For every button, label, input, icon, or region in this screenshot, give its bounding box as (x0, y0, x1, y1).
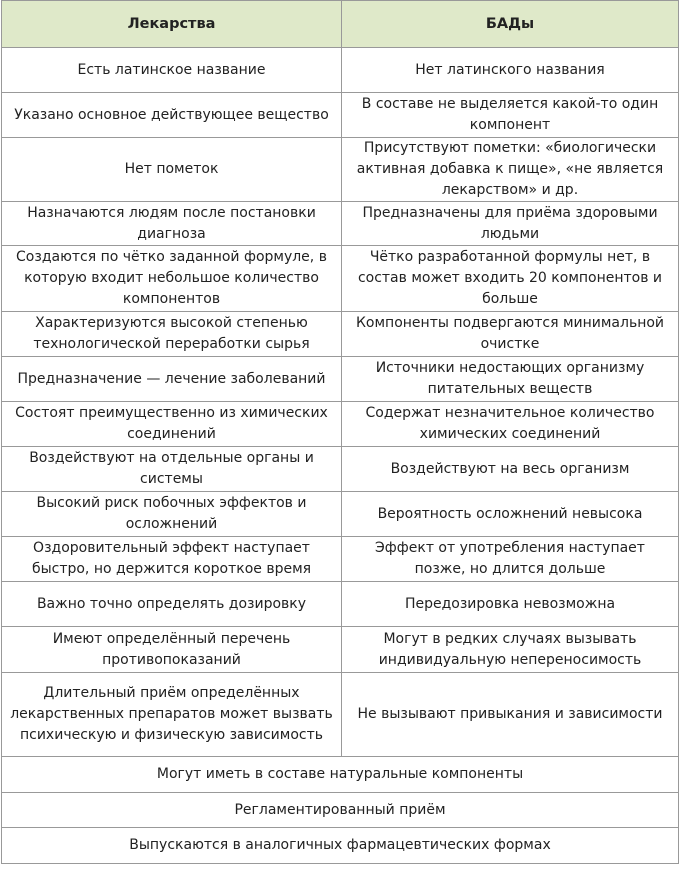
medicines-cell: Оздоровительный эффект наступает быстро, но держится короткое время (2, 537, 342, 582)
table-row (2, 357, 679, 402)
medicines-cell: Длительный приём определённых лекарственных препаратов может вызвать психическую и физическую зависимость (2, 673, 342, 757)
table-row (2, 673, 679, 757)
medicines-cell: Воздействуют на отдельные органы и системы (2, 447, 342, 492)
supplements-cell: Предназначены для приёма здоровыми людьми (342, 202, 679, 246)
table-row (2, 93, 679, 138)
table-row (2, 447, 679, 492)
table-row (2, 582, 679, 627)
supplements-cell: Не вызывают привыкания и зависимости (342, 673, 679, 757)
shared-row (2, 757, 679, 793)
supplements-cell: Вероятность осложнений невысока (342, 492, 679, 537)
supplements-cell: В составе не выделяется какой-то один компонент (342, 93, 679, 138)
supplements-cell: Эффект от употребления наступает позже, но длится дольше (342, 537, 679, 582)
header-medicines: Лекарства (2, 1, 342, 48)
table-row (2, 246, 679, 312)
medicines-cell: Предназначение — лечение заболеваний (2, 357, 342, 402)
supplements-cell: Источники недостающих организму питательных веществ (342, 357, 679, 402)
medicines-cell: Высокий риск побочных эффектов и осложнений (2, 492, 342, 537)
medicines-cell: Нет пометок (2, 138, 342, 202)
table-row (2, 492, 679, 537)
supplements-cell: Воздействуют на весь организм (342, 447, 679, 492)
table-row (2, 312, 679, 357)
shared-cell: Регламентированный приём (2, 793, 679, 828)
table-row (2, 537, 679, 582)
medicines-cell: Указано основное действующее вещество (2, 93, 342, 138)
medicines-cell: Состоят преимущественно из химических соединений (2, 402, 342, 447)
header-supplements: БАДы (342, 1, 679, 48)
medicines-cell: Имеют определённый перечень противопоказаний (2, 627, 342, 673)
shared-row (2, 828, 679, 864)
shared-cell: Выпускаются в аналогичных фармацевтических формах (2, 828, 679, 864)
table-row (2, 202, 679, 246)
supplements-cell: Содержат незначительное количество химических соединений (342, 402, 679, 447)
supplements-cell: Нет латинского названия (342, 48, 679, 93)
medicines-cell: Важно точно определять дозировку (2, 582, 342, 627)
supplements-cell: Присутствуют пометки: «биологически активная добавка к пище», «не является лекарством» и др. (342, 138, 679, 202)
shared-cell: Могут иметь в составе натуральные компоненты (2, 757, 679, 793)
table-row (2, 48, 679, 93)
comparison-table (1, 0, 679, 864)
medicines-cell: Создаются по чётко заданной формуле, в которую входит небольшое количество компонентов (2, 246, 342, 312)
supplements-cell: Компоненты подвергаются минимальной очистке (342, 312, 679, 357)
supplements-cell: Чётко разработанной формулы нет, в состав может входить 20 компонентов и больше (342, 246, 679, 312)
table-row (2, 402, 679, 447)
header-row (2, 1, 679, 48)
shared-row (2, 793, 679, 828)
table-row (2, 627, 679, 673)
table-row (2, 138, 679, 202)
supplements-cell: Передозировка невозможна (342, 582, 679, 627)
medicines-cell: Есть латинское название (2, 48, 342, 93)
medicines-cell: Назначаются людям после постановки диагноза (2, 202, 342, 246)
medicines-cell: Характеризуются высокой степенью технологической переработки сырья (2, 312, 342, 357)
supplements-cell: Могут в редких случаях вызывать индивидуальную непереносимость (342, 627, 679, 673)
